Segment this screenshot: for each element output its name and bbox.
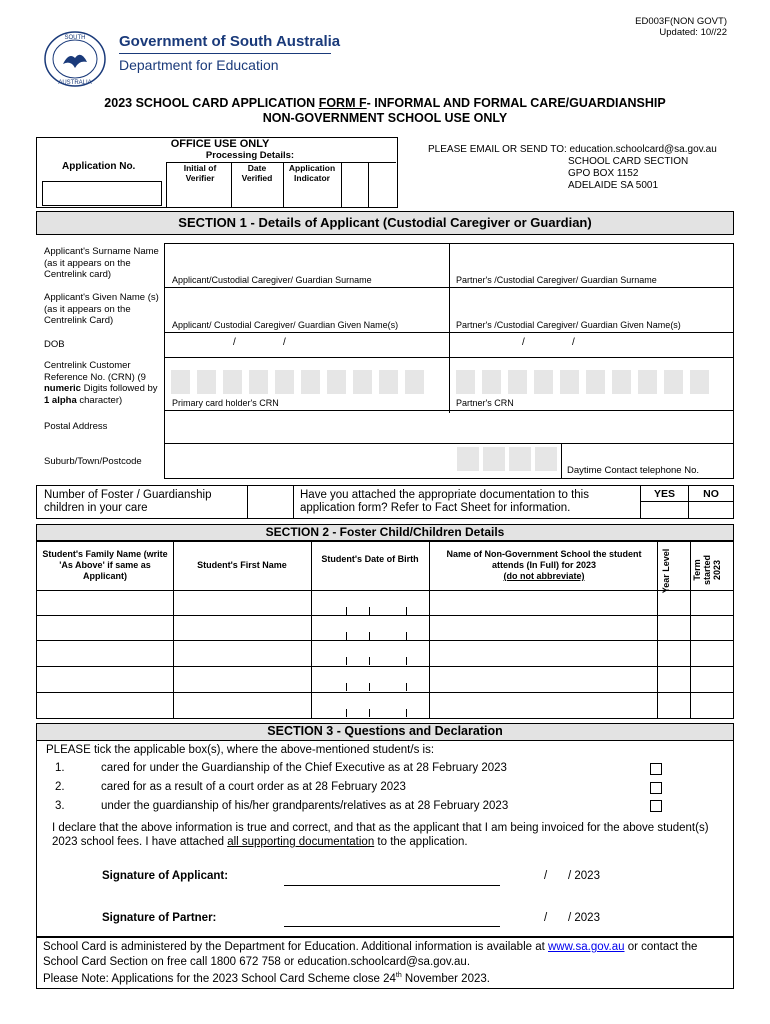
partner-date-year: / 2023: [568, 912, 600, 924]
send-to: [428, 144, 717, 192]
yes-option[interactable]: YES: [653, 488, 675, 500]
dob-slash: /: [283, 337, 286, 348]
crn-digit-box[interactable]: [379, 370, 398, 394]
form-title: [0, 96, 770, 126]
crn-digit-box[interactable]: [560, 370, 579, 394]
partner-date-slash: /: [544, 912, 548, 924]
phone-digit-box[interactable]: [483, 447, 505, 471]
address-line3: ADELAIDE SA 5001: [568, 180, 659, 191]
footer-info: [43, 940, 729, 970]
footer-note-sup: th: [395, 972, 402, 979]
item-2-checkbox[interactable]: [650, 782, 662, 794]
s1-row-line: [164, 357, 734, 358]
title-form-f: FORM F: [318, 96, 367, 110]
crn-label-c: Digits followed by: [80, 383, 158, 394]
svg-text:SOUTH: SOUTH: [64, 35, 86, 41]
crn-label-d: 1 alpha: [44, 394, 77, 406]
item-3-checkbox[interactable]: [650, 800, 662, 812]
item-1-text: cared for under the Guardianship of the Chief Executive as at 28 February 2023: [101, 762, 507, 774]
postal-address-input[interactable]: [165, 411, 733, 442]
crn-label-e: character): [76, 394, 123, 406]
partner-dob-slash: /: [522, 337, 525, 348]
footer-note-b: November 2023.: [401, 972, 490, 985]
th-term-started: Term started 2023: [692, 555, 722, 586]
surname-hint: Applicant/Custodial Caregiver/ Guardian Surname: [172, 275, 372, 285]
crn-digit-box[interactable]: [171, 370, 190, 394]
declaration-b: all supporting documentation: [227, 836, 375, 848]
partner-dob-slash: /: [572, 337, 575, 348]
crn-digit-box[interactable]: [456, 370, 475, 394]
given-name-label: Applicant's Given Name (s) (as it appears on the Centrelink Card): [44, 292, 159, 326]
col-initial-verifier: Initial of Verifier: [183, 163, 217, 183]
section2-heading: SECTION 2 - Foster Child/Children Details: [265, 525, 505, 539]
crn-digit-box[interactable]: [482, 370, 501, 394]
send-to-email: PLEASE EMAIL OR SEND TO: education.schoolcard@sa.gov.au: [428, 144, 717, 155]
th-family-name: Student's Family Name (write 'As Above' if same as Applicant): [42, 549, 168, 581]
item-1-checkbox[interactable]: [650, 763, 662, 775]
suburb-input[interactable]: [165, 444, 450, 478]
dob-label: DOB: [44, 339, 65, 350]
org-name: Government of South Australia: [119, 33, 341, 50]
item-1-num: 1.: [55, 762, 65, 774]
crn-label-a: Centrelink Customer Reference No. (CRN) (9: [44, 360, 146, 383]
footer-text-b: or contact the School Card Section on free call 1800 672 758 or education.schoolcard@sa.gov.au.: [43, 941, 698, 968]
footer-note-a: Please Note: Applications for the 2023 School Card Scheme close 24: [43, 972, 396, 985]
child-row[interactable]: [37, 667, 733, 692]
child-row[interactable]: [37, 591, 733, 615]
crn-label: [44, 360, 162, 406]
dob-slash: /: [233, 337, 236, 348]
form-code: [635, 16, 727, 38]
proc-divider: [231, 162, 232, 207]
logo-divider: [119, 53, 331, 54]
sa-government-seal: [43, 30, 107, 88]
section1-heading: SECTION 1 - Details of Applicant (Custodial Caregiver or Guardian): [178, 215, 592, 230]
crn-digit-box[interactable]: [353, 370, 372, 394]
item-3-num: 3.: [55, 800, 65, 812]
crn-digit-box[interactable]: [638, 370, 657, 394]
child-row[interactable]: [37, 616, 733, 640]
signature-applicant-label: Signature of Applicant:: [102, 870, 229, 882]
dept-name: Department for Education: [119, 57, 279, 73]
th-school-name: [433, 549, 655, 582]
updated-date: Updated: 10//22: [659, 27, 727, 38]
crn-digit-box[interactable]: [664, 370, 683, 394]
proc-divider: [166, 162, 167, 207]
partner-crn-hint: Partner's CRN: [456, 398, 514, 408]
crn-digit-box[interactable]: [275, 370, 294, 394]
declaration-c: to the application.: [374, 836, 468, 848]
crn-digit-box[interactable]: [586, 370, 605, 394]
crn-label-b: numeric: [44, 383, 81, 394]
crn-digit-box[interactable]: [301, 370, 320, 394]
documentation-question: Have you attached the appropriate documentation to this application form? Refer to Fact Sheet for information.: [300, 489, 589, 514]
crn-digit-box[interactable]: [197, 370, 216, 394]
col-date-verified: Date Verified: [241, 163, 273, 183]
foster-count-input[interactable]: [248, 486, 292, 518]
tick-intro: PLEASE tick the applicable box(s), where the above-mentioned student/s is:: [46, 744, 435, 756]
dob-input[interactable]: [165, 333, 448, 356]
phone-digit-box[interactable]: [535, 447, 557, 471]
address-line2: GPO BOX 1152: [568, 168, 639, 179]
declaration-a: I declare that the above information is true and correct, and that as the applicant that I am being invoiced for the above student(s) 2023 school fees. I have attached: [52, 822, 709, 848]
section3-heading: SECTION 3 - Questions and Declaration: [267, 724, 503, 738]
surname-label: Applicant's Surname Name (as it appears on the Centrelink card): [44, 246, 159, 280]
child-row[interactable]: [37, 693, 733, 718]
declaration: [52, 821, 712, 849]
signature-applicant-line[interactable]: [284, 885, 500, 886]
yes-no-line: [640, 501, 734, 502]
title-part-c: - INFORMAL AND FORMAL CARE/GUARDIANSHIP: [366, 96, 666, 110]
crn-digit-box[interactable]: [508, 370, 527, 394]
partner-given-name-hint: Partner's /Custodial Caregiver/ Guardian Given Name(s): [456, 320, 681, 330]
suburb-label: Suburb/Town/Postcode: [44, 456, 142, 467]
processing-details: Processing Details:: [205, 150, 295, 161]
crn-digit-box[interactable]: [534, 370, 553, 394]
item-2-num: 2.: [55, 781, 65, 793]
applicant-date-slash: /: [544, 870, 548, 882]
th-year-level: Year Level: [661, 548, 671, 594]
crn-digit-box[interactable]: [249, 370, 268, 394]
crn-digit-box[interactable]: [327, 370, 346, 394]
th-first-name: Student's First Name: [197, 560, 287, 570]
partner-surname-hint: Partner's /Custodial Caregiver/ Guardian Surname: [456, 275, 657, 285]
partner-dob-input[interactable]: [450, 333, 733, 356]
child-row[interactable]: [37, 641, 733, 666]
application-no-input[interactable]: [42, 181, 162, 206]
proc-divider: [368, 162, 369, 207]
footer-note: [43, 972, 490, 985]
proc-divider: [341, 162, 342, 207]
title-line2: NON-GOVERNMENT SCHOOL USE ONLY: [262, 111, 508, 125]
col-app-indicator: Application Indicator: [288, 163, 336, 183]
given-name-hint: Applicant/ Custodial Caregiver/ Guardian Given Name(s): [172, 320, 399, 330]
foster-count-label: Number of Foster / Guardianship children in your care: [44, 489, 212, 514]
applicant-date-year: / 2023: [568, 870, 600, 882]
phone-digit-box[interactable]: [509, 447, 531, 471]
address-line1: SCHOOL CARD SECTION: [568, 156, 689, 167]
crn-digit-box[interactable]: [690, 370, 709, 394]
office-use-heading: OFFICE USE ONLY: [170, 138, 270, 150]
footer-text-a: School Card is administered by the Department for Education. Additional information is available at: [43, 941, 548, 953]
application-no-label: Application No.: [62, 161, 136, 172]
signature-partner-label: Signature of Partner:: [102, 912, 217, 924]
postal-address-label: Postal Address: [44, 421, 108, 432]
th-school-name-text: Name of Non-Government School the student attends (In Full) for 2023: [446, 549, 642, 570]
crn-hint: Primary card holder's CRN: [172, 398, 279, 408]
sa-gov-link[interactable]: www.sa.gov.au: [548, 941, 625, 953]
phone-hint: Daytime Contact telephone No.: [567, 465, 700, 476]
svg-text:AUSTRALIA: AUSTRALIA: [58, 80, 92, 86]
item-3-text: under the guardianship of his/her grandparents/relatives as at 28 February 2023: [101, 800, 509, 812]
title-part-a: 2023 SCHOOL CARD APPLICATION: [104, 96, 319, 110]
crn-digit-box[interactable]: [612, 370, 631, 394]
no-option[interactable]: NO: [703, 488, 719, 500]
crn-digit-box[interactable]: [223, 370, 242, 394]
crn-digit-box[interactable]: [405, 370, 424, 394]
foster-divider: [293, 485, 294, 519]
form-code-text: ED003F(NON GOVT): [635, 16, 727, 27]
phone-digit-box[interactable]: [457, 447, 479, 471]
th-date-of-birth: Student's Date of Birth: [321, 554, 419, 564]
signature-partner-line[interactable]: [284, 926, 500, 927]
item-2-text: cared for as a result of a court order as at 28 February 2023: [101, 781, 406, 793]
th-do-not-abbreviate: (do not abbreviate): [503, 571, 585, 581]
